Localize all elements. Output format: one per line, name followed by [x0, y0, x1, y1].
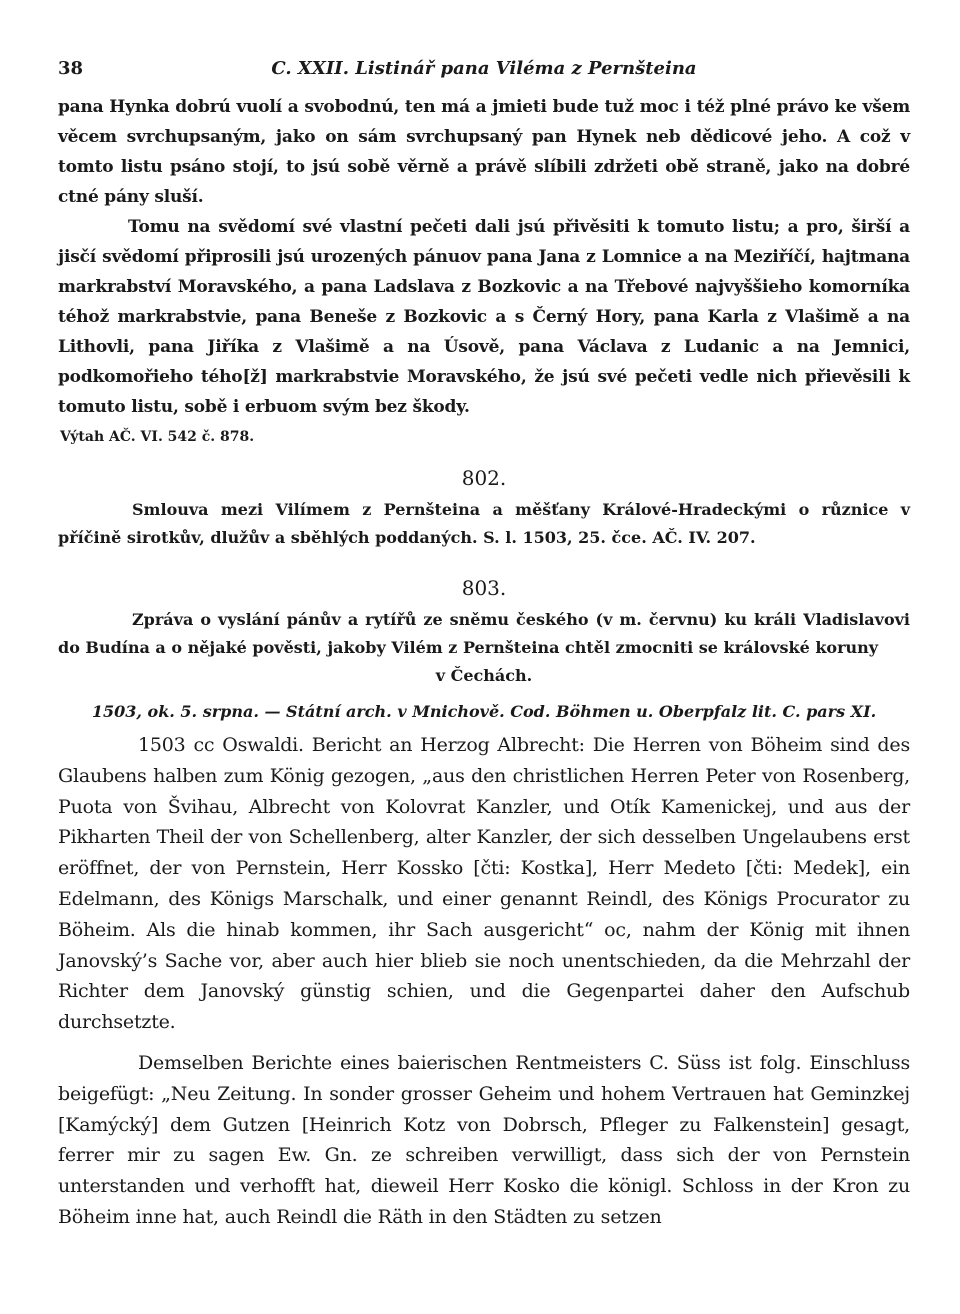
source-note-801: Výtah AČ. VI. 542 č. 878.: [60, 429, 255, 445]
document-page: [58, 52, 910, 1233]
entry-number-802: 802.: [461, 466, 507, 490]
page-number: 38: [58, 58, 84, 79]
page-header: [58, 52, 910, 92]
regest-803-tail: v Čechách.: [435, 666, 533, 685]
entry-803-body: [58, 730, 910, 1233]
entry-801-text: [58, 92, 910, 422]
running-title: C. XXII. Listinář pana Viléma z Pernšteina: [271, 58, 697, 79]
body-paragraph-2: Demselben Berichte eines baierischen Rentmeisters C. Süss ist folg. Einschluss beigefügt: „Neu Zeitung. In sonder grosser Geheim und hohem Vertrauen hat Geminzkej [Kamýcký] dem Gutzen [Heinrich Kotz von Dobrsch, Pfleger zu Falkenstein] gesagt, ferrer mir zu sagen Ew. Gn. ze schreiben verwilligt, dass sich der von Pernstein unterstanden und verhofft hat, dieweil Herr Kosko die königl. Schloss in der Kron zu Böheim inne hat, auch Reindl die Räth in den Städten zu setzen: [58, 1051, 910, 1228]
regest-802-text: Smlouva mezi Vilímem z Pernšteina a měšťany Králové-Hradeckými o různice v příčině sirotkův, dlužův a sběhlých poddaných. S. l. 1503, 25. čce. AČ. IV. 207.: [58, 500, 910, 547]
regest-802: [58, 496, 910, 552]
regest-803: [58, 606, 910, 690]
continuation-paragraph: pana Hynka dobrú vuolí a svobodnú, ten má a jmieti bude tuž moc i též plné právo ke všem věcem svrchupsaným, jako on sám svrchupsaný pan Hynek neb dědicové jeho. A což v tomto listu psáno stojí, to jsú sobě věrně a právě slíbili zdržeti obě straně, jako na dobré ctné pány sluší.: [58, 97, 910, 207]
regest-803-text: Zpráva o vyslání pánův a rytířů ze sněmu českého (v m. červnu) ku králi Vladislavovi do Budína a o nějaké pověsti, jakoby Vilém z Pernšteina chtěl zmocniti se královské koruny: [58, 610, 910, 657]
source-note-803: 1503, ok. 5. srpna. — Státní arch. v Mnichově. Cod. Böhmen u. Oberpfalz lit. C. pars XI.: [91, 702, 877, 721]
body-paragraph-1: 1503 cc Oswaldi. Bericht an Herzog Albrecht: Die Herren von Böheim sind des Glaubens halben zum König gezogen, „aus den christlichen Herren Peter von Rosenberg, Puota von Švihau, Albrecht von Kolovrat Kanzler, und Otík Kamenickej, und aus der Pikharten Theil der von Schellenberg, alter Kanzler, der sich desselben Ungelaubens erst eröffnet, der von Pernstein, Herr Kossko [čti: Kostka], Herr Medeto [čti: Medek], ein Edelmann, des Königs Marschalk, und einer genannt Reindl, des Königs Procurator zu Böheim. Als die hinab kommen, ihr Sach ausgericht“ oc, nahm der König mit ihnen Janovský’s Sache vor, aber auch hier blieb sie noch unentschieden, da die Mehrzahl der Richter dem Janovský günstig schien, und die Gegenpartei daher den Aufschub durchsetzte.: [58, 734, 910, 1034]
entry-number-803: 803.: [461, 576, 507, 600]
seal-paragraph: Tomu na svědomí své vlastní pečeti dali jsú přivěsiti k tomuto listu; a pro, širší a jisčí svědomí připrosili jsú urozených pánuov pana Jana z Lomnice a na Meziříčí, hajtmana markrabství Moravského, a pana Ladslava z Bozkovic a na Třebové najvyššieho komorníka téhož markrabstvie, pana Beneše z Bozkovic a s Černý Hory, pana Karla z Vlašimě a na Lithovli, pana Jiříka z Vlašimě a na Úsově, pana Václava z Ludanic a na Jemnici, podkomořieho tého[ž] markrabstvie Moravského, že jsú své pečeti vedle nich přievěsili k tomuto listu, sobě i erbuom svým bez škody.: [58, 217, 910, 417]
